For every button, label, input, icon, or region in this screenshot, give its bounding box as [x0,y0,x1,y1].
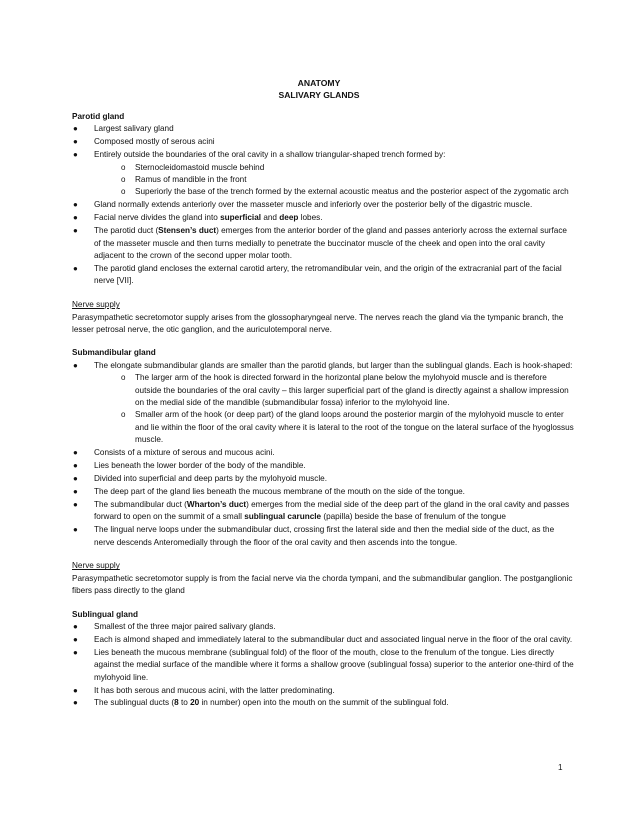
bullet-icon: ● [73,137,78,147]
bullet-icon: ● [73,360,78,370]
list-item: ● Each is almond shaped and immediately lateral to the submandibular duct and associated lingual nerve in the floor of the oral cavity. [72,634,574,646]
sub-list [94,372,574,446]
bullet-icon: ● [73,634,78,644]
list-item: ● Lies beneath the lower border of the body of the mandible. [72,460,574,472]
document-subtitle: SALIVARY GLANDS [278,90,360,100]
bullet-icon: ● [73,647,78,657]
list-item: ● Gland normally extends anteriorly over the masseter muscle and inferiorly over the posterior belly of the digastric muscle. [72,199,574,211]
bullet-icon: ● [73,473,78,483]
section-heading-parotid: Parotid gland [72,112,125,121]
bullet-icon: ● [73,213,78,223]
sub-list-item: o Superiorly the base of the trench formed by the external acoustic meatus and the posterior aspect of the zygomatic arch [121,186,574,198]
parotid-list [72,123,574,287]
sub-list-item: o Sternocleidomastoid muscle behind [121,162,574,174]
sub-list-item: o The larger arm of the hook is directed forward in the horizontal plane below the mylohyoid muscle and is therefore outside the boundaries of the oral cavity – this larger superficial part of the gland is directly against a shallow impression on the medial side of the mandible (submandibular fossa) inferior to the mylohyoid line. [121,373,569,408]
sub-list-item: o Ramus of mandible in the front [121,174,574,186]
list-item: ● The deep part of the gland lies beneath the mucous membrane of the mouth on the side of the tongue. [72,486,574,498]
sub-list-item: o Smaller arm of the hook (or deep part) of the gland loops around the posterior margin of the mylohyoid muscle to enter and lie within the floor of the oral cavity where it is lateral to the root of the tongue on the lateral surface of the hyoglossus muscle. [121,410,574,445]
circle-bullet-icon: o [121,410,126,420]
bullet-icon: ● [73,263,78,273]
list-item: ● Facial nerve divides the gland into superficial and deep lobes. [72,212,574,224]
list-item: ● Composed mostly of serous acini [72,136,574,148]
submandibular-list [72,360,574,549]
bullet-icon: ● [73,525,78,535]
list-item: ● Largest salivary gland [72,123,574,135]
list-item: ● Divided into superficial and deep parts by the mylohyoid muscle. [72,473,574,485]
bullet-icon: ● [73,150,78,160]
list-item: ● Consists of a mixture of serous and mucous acini. [72,447,574,459]
bullet-icon: ● [73,685,78,695]
bullet-icon: ● [73,200,78,210]
sub-list [94,162,574,199]
circle-bullet-icon: o [121,175,126,185]
sublingual-list [72,621,574,710]
list-item: ● Smallest of the three major paired salivary glands. [72,621,574,633]
list-item: ● The sublingual ducts (8 to 20 in number) open into the mouth on the summit of the sublingual fold. [72,697,574,709]
bullet-icon: ● [73,124,78,134]
bullet-icon: ● [73,486,78,496]
bullet-icon: ● [73,698,78,708]
section-heading-submandibular: Submandibular gland [72,348,156,358]
list-item: ● Entirely outside the boundaries of the oral cavity in a shallow triangular-shaped trench formed by: o Sternocleidomastoid muscle behind o Ramus of mandible in the front o Superiorly the base of the trench formed by the external acoustic meatus and the posterior aspect of the zygomatic arch [72,149,574,199]
circle-bullet-icon: o [121,373,126,383]
list-item: ● Lies beneath the mucous membrane (sublingual fold) of the floor of the mouth, close to the frenulum of the tongue. Lies directly against the medial surface of the mandible where it forms a shallow groove (sublingual fossa) superior to the anterior one-third of the mylohyoid line. [73,647,574,682]
paragraph: Parasympathetic secretomotor supply is from the facial nerve via the chorda tympani, and the submandibular ganglion. The postganglionic fibers pass directly to the gland [72,573,573,596]
bullet-icon: ● [73,461,78,471]
document-body [72,111,574,710]
list-item: ● The submandibular duct (Wharton’s duct) emerges from the medial side of the deep part of the gland in the oral cavity and passes forward to open on the summit of a small sublingual caruncle (papilla) beside the base of frenulum of the tongue [73,499,570,522]
list-item: ● The elongate submandibular glands are smaller than the parotid glands, but larger than the sublingual glands. Each is hook-shaped: o The larger arm of the hook is directed forward in the horizontal plane below the mylohyoid muscle and is therefore outside the boundaries of the oral cavity – this larger superficial part of the gland is directly against a shallow impression on the medial side of the mandible (submandibular fossa) inferior to the mylohyoid line. o Smaller arm of the hook (or deep part) of the gland loops around the posterior margin of the mylohyoid muscle to enter and lie within the floor of the oral cavity where it is lateral to the root of the tongue on the lateral surface of the hyoglossus muscle. [72,360,574,447]
section-heading-nerve-supply: Nerve supply [72,300,120,310]
list-item: ● It has both serous and mucous acini, with the latter predominating. [72,685,574,697]
document-title: ANATOMY [297,78,341,88]
list-item: ● The parotid gland encloses the external carotid artery, the retromandibular vein, and the origin of the extracranial part of the facial nerve [VII]. [73,263,562,286]
bullet-icon: ● [73,226,78,236]
section-heading-sublingual: Sublingual gland [72,609,138,619]
list-item: ● The lingual nerve loops under the submandibular duct, crossing first the lateral side and then the medial side of the duct, as the nerve descends Anteromedially through the floor of the oral cavity and then ascends into the tongue. [73,525,555,547]
bullet-icon: ● [73,499,78,509]
bullet-icon: ● [73,448,78,458]
paragraph: Parasympathetic secretomotor supply arises from the glossopharyngeal nerve. The nerves reach the gland via the tympanic branch, the lesser petrosal nerve, the otic ganglion, and the auriculotemporal nerve. [72,312,564,334]
circle-bullet-icon: o [121,162,126,172]
bullet-icon: ● [73,622,78,632]
list-item: ● The parotid duct (Stensen’s duct) emerges from the anterior border of the gland and passes anteriorly across the external surface of the masseter muscle and then turns medially to penetrate the buccinator muscle of the cheek and open into the oral cavity adjacent to the crown of the second upper molar tooth. [73,226,567,260]
circle-bullet-icon: o [121,187,126,197]
section-heading-nerve-supply: Nerve supply [72,561,120,571]
page-number: 1 [558,763,563,772]
